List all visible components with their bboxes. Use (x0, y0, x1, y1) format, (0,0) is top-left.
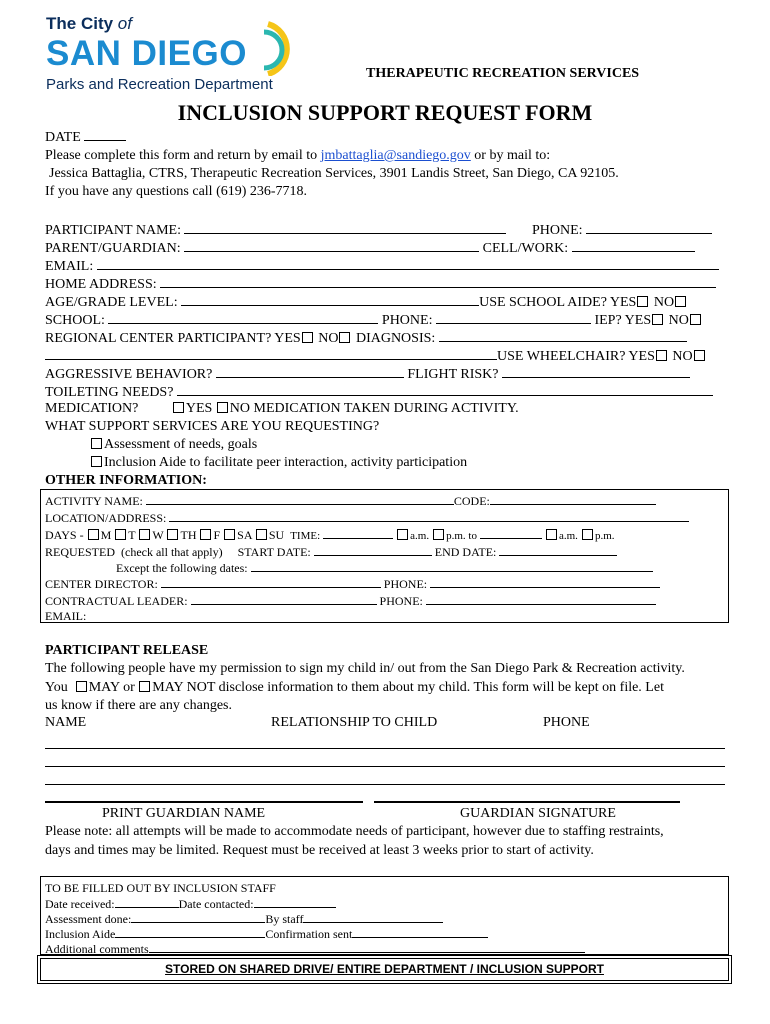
parent-label: PARENT/GUARDIAN: (45, 241, 181, 256)
regional-label: REGIONAL CENTER PARTICIPANT? YES (45, 331, 301, 346)
guardian-name-line[interactable] (45, 801, 363, 803)
age-field[interactable] (181, 293, 479, 306)
iep-no-checkbox[interactable] (690, 314, 701, 325)
day-sa-label: SA (237, 528, 252, 542)
location-row (45, 509, 689, 526)
release-you: You (45, 680, 68, 695)
release-text-1: The following people have my permission to sign my child in/ out from the San Diego Park & Recreation activity. (45, 661, 685, 676)
by-staff-field[interactable] (303, 910, 443, 923)
parent-row (45, 239, 695, 257)
wheelchair-yes-checkbox[interactable] (656, 350, 667, 361)
date-row (45, 128, 126, 146)
participant-name-row (45, 221, 506, 239)
end-pm-label: p.m. (594, 530, 615, 542)
aggressive-label: AGGRESSIVE BEHAVIOR? (45, 367, 213, 382)
aide-service-checkbox[interactable] (91, 456, 102, 467)
aide-service-label: Inclusion Aide to facilitate peer interaction, activity participation (104, 455, 468, 470)
intro-line-3: If you have any questions call (619) 236-7718. (45, 184, 308, 199)
diagnosis-continued-field[interactable] (45, 347, 497, 360)
school-field[interactable] (108, 311, 378, 324)
end-pm-checkbox[interactable] (582, 529, 593, 540)
day-su-checkbox[interactable] (256, 529, 267, 540)
release-line-2[interactable] (45, 766, 725, 767)
aide-no-checkbox[interactable] (675, 296, 686, 307)
received-field[interactable] (115, 895, 179, 908)
wheelchair-label: USE WHEELCHAIR? YES (497, 349, 655, 364)
age-label: AGE/GRADE LEVEL: (45, 295, 178, 310)
wheelchair-no-checkbox[interactable] (694, 350, 705, 361)
confirmation-field[interactable] (352, 925, 488, 938)
footer-text: STORED ON SHARED DRIVE/ ENTIRE DEPARTMENT / INCLUSION SUPPORT (165, 962, 604, 976)
except-label: Except the following dates: (116, 561, 248, 575)
school-row (45, 311, 703, 329)
director-row (45, 575, 660, 592)
code-label: CODE: (453, 494, 490, 508)
phone-row (532, 221, 712, 239)
toileting-label: TOILETING NEEDS? (45, 385, 174, 400)
iep-yes-checkbox[interactable] (652, 314, 663, 325)
release-line-1[interactable] (45, 748, 725, 749)
leader-phone-label: PHONE: (379, 594, 423, 608)
leader-phone-field[interactable] (426, 592, 656, 605)
phone-label: PHONE: (532, 223, 583, 238)
home-field[interactable] (160, 275, 716, 288)
contacted-label: Date contacted: (178, 897, 254, 911)
parent-field[interactable] (184, 239, 479, 252)
except-field[interactable] (251, 559, 653, 572)
by-staff-label: By staff (265, 912, 304, 926)
start-am-label: a.m. (410, 530, 430, 542)
logo-the-city: The City of (46, 14, 132, 33)
flight-field[interactable] (502, 365, 690, 378)
day-m-checkbox[interactable] (88, 529, 99, 540)
wheelchair-no-label: NO (672, 349, 693, 364)
day-w-label: W (152, 528, 164, 542)
inclusion-aide-label: Inclusion Aide (45, 927, 116, 941)
director-field[interactable] (161, 575, 381, 588)
guardian-signature-line[interactable] (374, 801, 680, 803)
director-phone-field[interactable] (430, 575, 660, 588)
intro-line-1 (45, 148, 550, 164)
service-option-aide (90, 455, 467, 471)
start-pm-label: p.m. to (446, 530, 477, 542)
home-row (45, 275, 716, 293)
note-line-1: Please note: all attempts will be made to accommodate needs of participant, however due to staffing restraints, (45, 824, 664, 839)
release-text-2 (45, 680, 664, 696)
school-phone-field[interactable] (436, 311, 591, 324)
day-t-label: T (128, 528, 136, 542)
start-pm-checkbox[interactable] (433, 529, 444, 540)
storage-footer (40, 958, 729, 981)
day-su-label: SU (268, 528, 285, 542)
comments-label: Additional comments (45, 942, 149, 956)
iep-no-label: NO (668, 313, 689, 328)
day-m-label: M (100, 528, 112, 542)
regional-row (45, 329, 687, 347)
day-sa-checkbox[interactable] (224, 529, 235, 540)
comments-row (45, 940, 585, 957)
confirmation-label: Confirmation sent (265, 927, 353, 941)
except-row (116, 559, 653, 576)
intro-text-post: or by mail to: (474, 148, 551, 163)
home-label: HOME ADDRESS: (45, 277, 157, 292)
time-label: TIME: (290, 530, 321, 542)
col-name: NAME (45, 715, 87, 730)
participant-name-field[interactable] (184, 221, 506, 234)
logo-san-diego: SAN DIEGO (46, 34, 247, 73)
med-no-label: NO MEDICATION TAKEN DURING ACTIVITY. (229, 401, 519, 416)
time-start-field[interactable] (323, 526, 393, 539)
school-label: SCHOOL: (45, 313, 105, 328)
leader-email-label: EMAIL: (45, 609, 87, 623)
col-relationship: RELATIONSHIP TO CHILD (271, 715, 438, 730)
logo-arc-icon (262, 20, 302, 76)
end-date-field[interactable] (499, 543, 617, 556)
diagnosis-label: DIAGNOSIS: (355, 331, 436, 346)
location-label: LOCATION/ADDRESS: (45, 511, 167, 525)
end-am-checkbox[interactable] (546, 529, 557, 540)
end-am-label: a.m. (558, 530, 578, 542)
participant-name-label: PARTICIPANT NAME: (45, 223, 181, 238)
date-field[interactable] (84, 128, 126, 141)
comments-field[interactable] (149, 940, 585, 953)
time-end-field[interactable] (480, 526, 542, 539)
program-name: THERAPEUTIC RECREATION SERVICES (366, 66, 640, 81)
assessment-checkbox[interactable] (91, 438, 102, 449)
note-line-2: days and times may be limited. Request must be received at least 3 weeks prior to start of activity. (45, 843, 594, 858)
aide-label: USE SCHOOL AIDE? YES (479, 295, 637, 310)
logo-department: Parks and Recreation Department (46, 76, 273, 93)
school-phone-label: PHONE: (381, 313, 433, 328)
intro-text: Please complete this form and return by email to (45, 148, 318, 163)
start-date-field[interactable] (314, 543, 432, 556)
day-f-checkbox[interactable] (200, 529, 211, 540)
service-option-assessment (90, 437, 257, 453)
aggressive-field[interactable] (216, 365, 404, 378)
regional-no-label: NO (318, 331, 339, 346)
services-question: WHAT SUPPORT SERVICES ARE YOU REQUESTING? (45, 419, 380, 434)
days-row (45, 526, 615, 544)
diagnosis-field[interactable] (439, 329, 687, 342)
aide-no-label: NO (653, 295, 675, 310)
check-all-label: (check all that apply) (121, 545, 223, 559)
release-text-3: us know if there are any changes. (45, 698, 232, 713)
leader-email-row (45, 608, 86, 624)
day-th-label: TH (180, 528, 197, 542)
assessment-done-label: Assessment done: (45, 912, 132, 926)
email-label: EMAIL: (45, 259, 94, 274)
city-logo (46, 14, 296, 100)
may-not-checkbox[interactable] (139, 681, 150, 692)
other-info-heading: OTHER INFORMATION: (45, 473, 207, 488)
iep-label: IEP? YES (594, 313, 652, 328)
location-field[interactable] (169, 509, 689, 522)
medication-row (45, 401, 519, 417)
leader-label: CONTRACTUAL LEADER: (45, 594, 188, 608)
col-phone: PHONE (543, 715, 590, 730)
med-yes-checkbox[interactable] (173, 402, 184, 413)
form-title: INCLUSION SUPPORT REQUEST FORM (177, 100, 593, 125)
date-label: DATE (45, 130, 81, 145)
toileting-field[interactable] (177, 383, 713, 396)
activity-field[interactable] (146, 492, 454, 505)
flight-label: FLIGHT RISK? (407, 367, 499, 382)
inclusion-aide-field[interactable] (115, 925, 265, 938)
regional-yes-checkbox[interactable] (302, 332, 313, 343)
director-phone-label: PHONE: (383, 577, 428, 591)
director-label: CENTER DIRECTOR: (45, 577, 158, 591)
requested-label: REQUESTED (45, 545, 115, 559)
contacted-field[interactable] (254, 895, 336, 908)
may-label: MAY or (88, 680, 135, 695)
received-label: Date received: (45, 897, 115, 911)
behavior-row (45, 365, 690, 383)
email-link[interactable]: jmbattaglia@sandiego.gov (320, 148, 471, 163)
leader-field[interactable] (191, 592, 377, 605)
requested-row (45, 543, 617, 560)
staff-heading: TO BE FILLED OUT BY INCLUSION STAFF (45, 881, 276, 895)
days-label: DAYS - (45, 528, 84, 542)
activity-label: ACTIVITY NAME: (45, 494, 143, 508)
signature-label: GUARDIAN SIGNATURE (460, 806, 616, 821)
med-no-checkbox[interactable] (217, 402, 228, 413)
release-heading: PARTICIPANT RELEASE (45, 643, 209, 658)
assessment-field[interactable] (131, 910, 265, 923)
toileting-row (45, 383, 713, 401)
day-f-label: F (213, 528, 221, 542)
aide-yes-checkbox[interactable] (637, 296, 648, 307)
code-field[interactable] (490, 492, 656, 505)
email-row (45, 257, 719, 275)
day-w-checkbox[interactable] (139, 529, 150, 540)
start-date-label: START DATE: (237, 545, 311, 559)
activity-row (45, 492, 656, 509)
age-row (45, 293, 688, 311)
day-th-checkbox[interactable] (167, 529, 178, 540)
wheelchair-row (45, 347, 707, 365)
regional-no-checkbox[interactable] (339, 332, 350, 343)
print-name-label: PRINT GUARDIAN NAME (102, 806, 266, 821)
assessment-label: Assessment of needs, goals (104, 437, 258, 452)
release-line-3[interactable] (45, 784, 725, 785)
day-t-checkbox[interactable] (115, 529, 126, 540)
may-not-label: MAY NOT disclose information to them about my child. This form will be kept on file. Let (152, 680, 664, 695)
may-checkbox[interactable] (76, 681, 87, 692)
cell-field[interactable] (572, 239, 695, 252)
leader-row (45, 592, 656, 609)
start-am-checkbox[interactable] (397, 529, 408, 540)
email-field[interactable] (97, 257, 719, 270)
phone-field[interactable] (586, 221, 712, 234)
intro-line-2: Jessica Battaglia, CTRS, Therapeutic Recreation Services, 3901 Landis Street, San Diego, CA 92105. (49, 166, 619, 181)
med-yes-label: YES (185, 401, 213, 416)
medication-label: MEDICATION? (45, 401, 139, 416)
cell-label: CELL/WORK: (482, 241, 569, 256)
end-date-label: END DATE: (434, 545, 497, 559)
